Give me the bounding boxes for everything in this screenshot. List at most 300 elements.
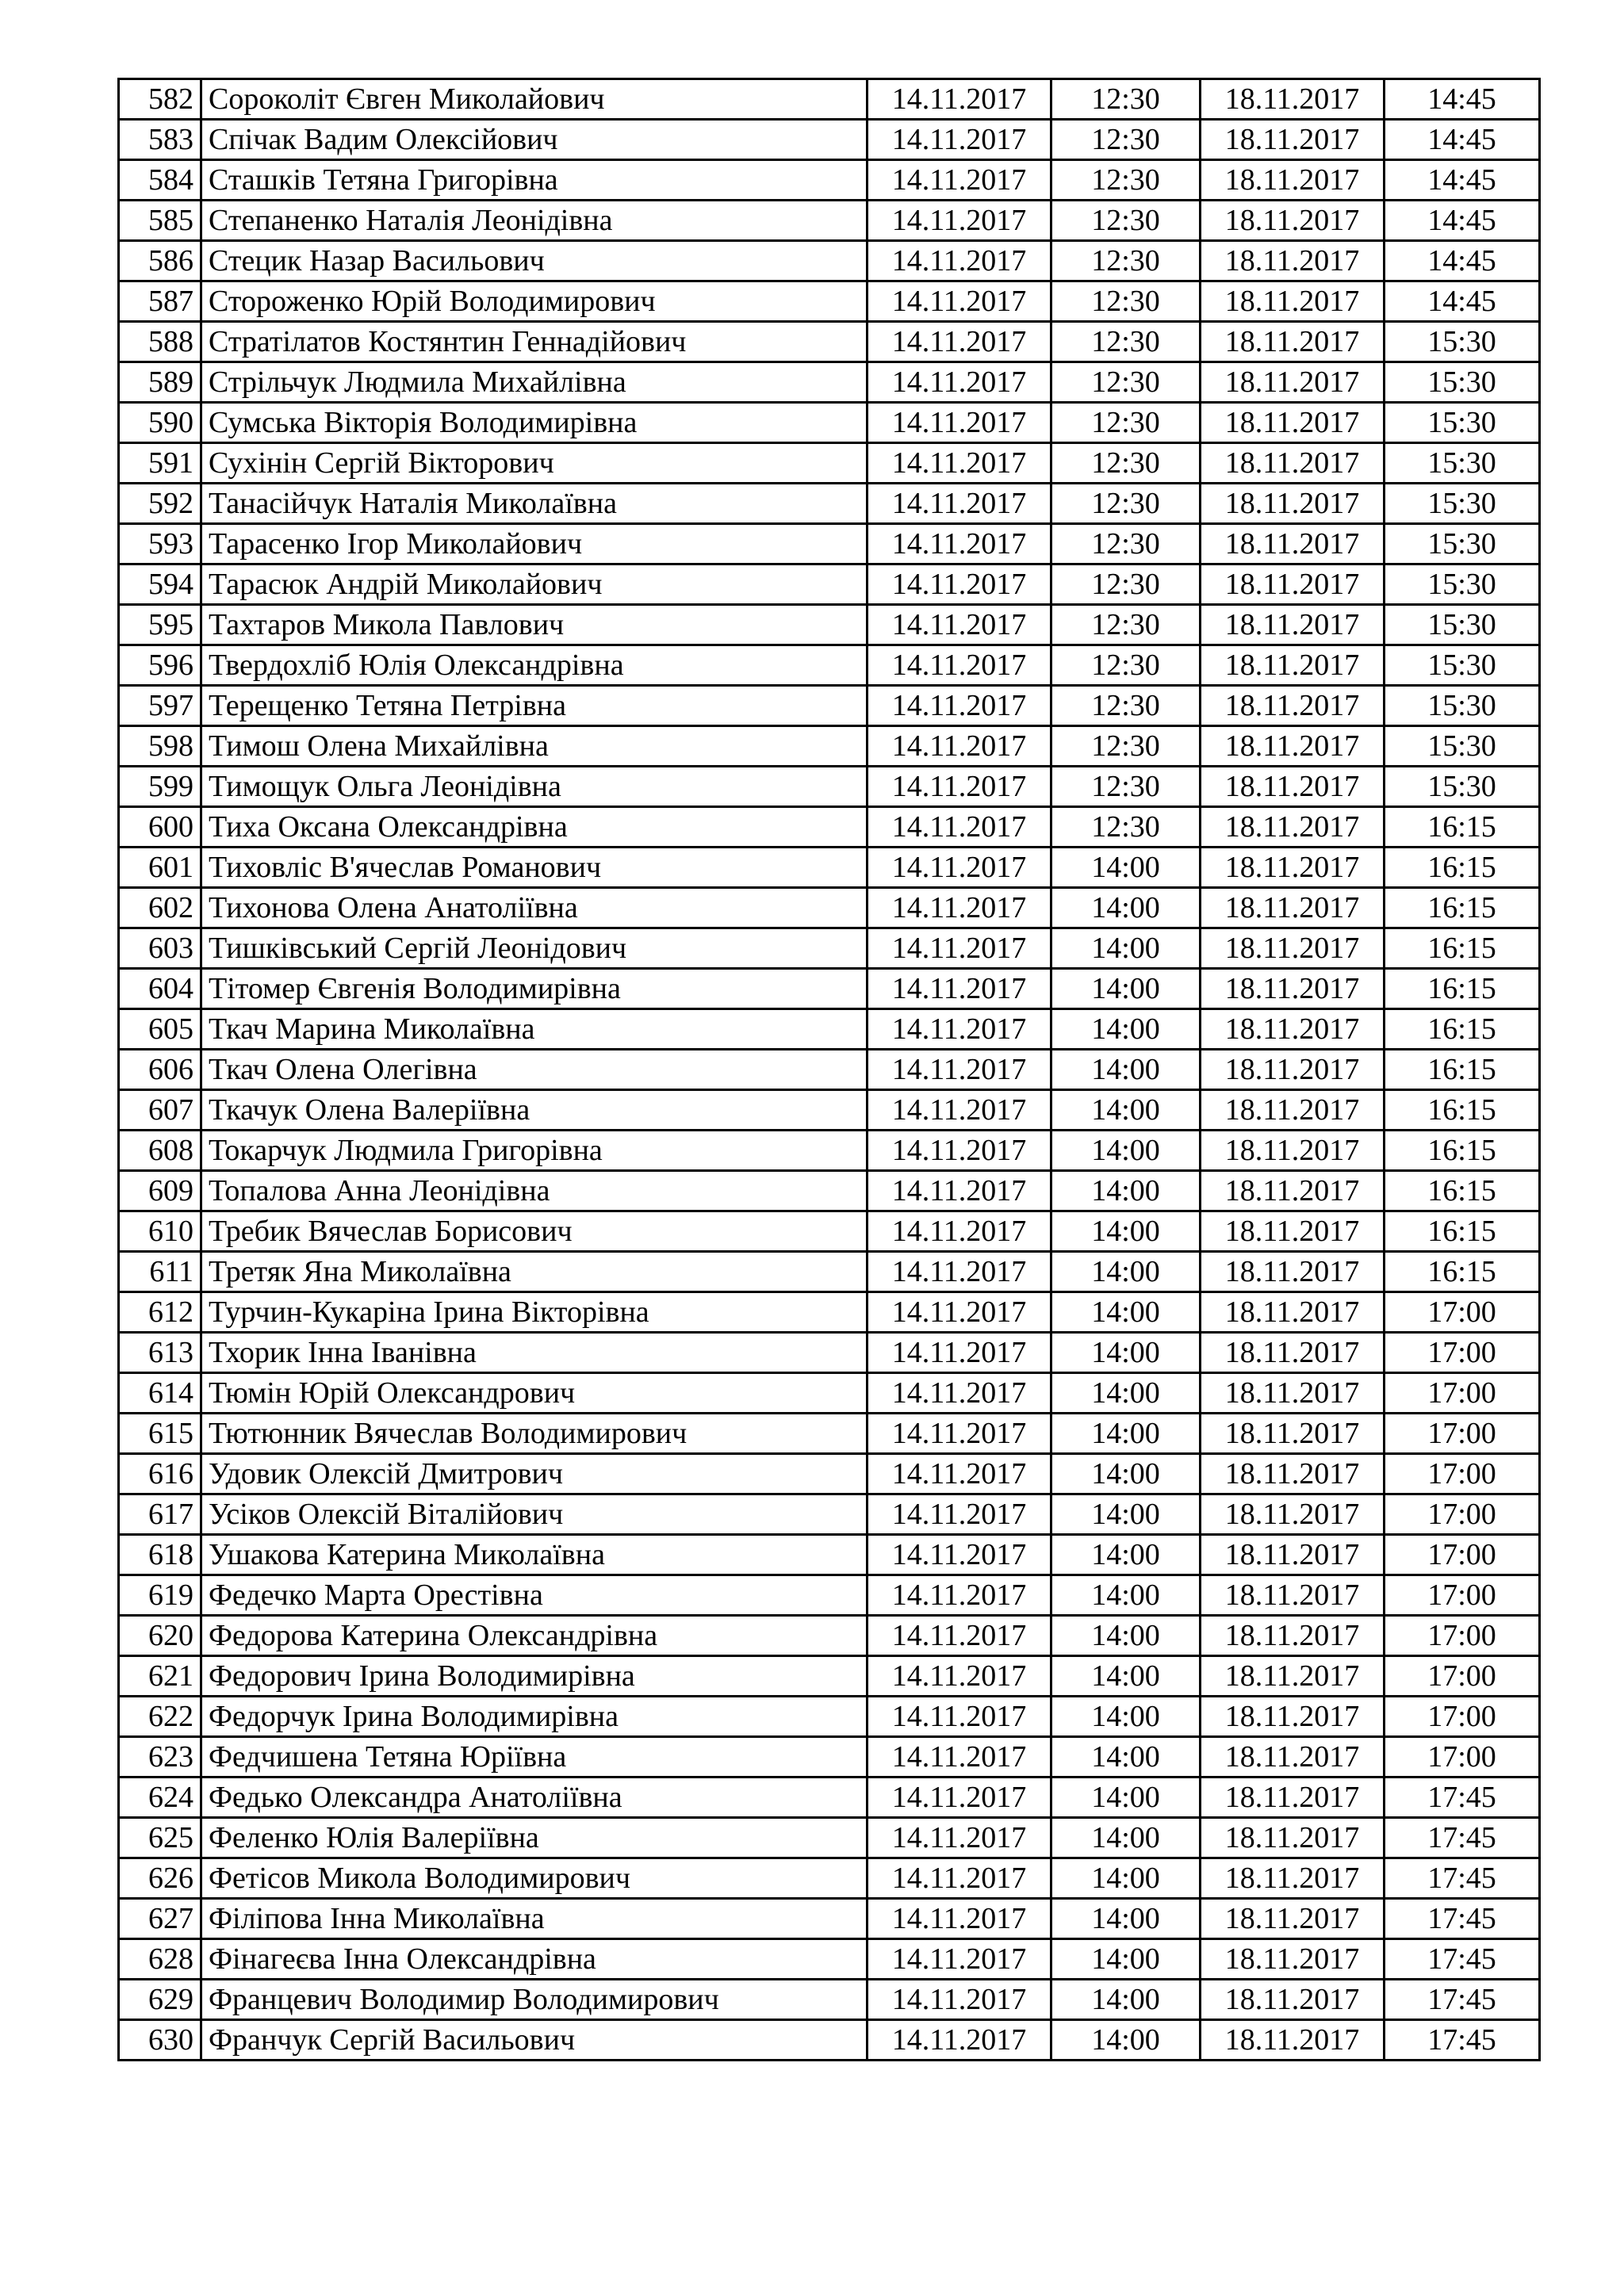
row-number-cell: 596 <box>119 645 201 686</box>
row-number-cell: 628 <box>119 1939 201 1980</box>
end-date-cell: 18.11.2017 <box>1201 1616 1385 1656</box>
start-time-cell: 12:30 <box>1051 767 1201 807</box>
row-number-cell: 602 <box>119 888 201 928</box>
row-number-cell: 627 <box>119 1899 201 1939</box>
start-date-cell: 14.11.2017 <box>868 1090 1051 1131</box>
end-time-cell: 14:45 <box>1385 120 1540 160</box>
end-date-cell: 18.11.2017 <box>1201 605 1385 645</box>
full-name-cell: Тиховліс В'ячеслав Романович <box>201 848 868 888</box>
start-date-cell: 14.11.2017 <box>868 1211 1051 1252</box>
end-time-cell: 14:45 <box>1385 281 1540 322</box>
table-row <box>119 484 1540 524</box>
start-date-cell: 14.11.2017 <box>868 605 1051 645</box>
end-time-cell: 16:15 <box>1385 1090 1540 1131</box>
end-time-cell: 17:45 <box>1385 2020 1540 2061</box>
full-name-cell: Тишківський Сергій Леонідович <box>201 928 868 969</box>
start-date-cell: 14.11.2017 <box>868 1818 1051 1858</box>
start-time-cell: 14:00 <box>1051 1616 1201 1656</box>
full-name-cell: Сороколіт Євген Миколайович <box>201 79 868 120</box>
full-name-cell: Турчин-Кукаріна Ірина Вікторівна <box>201 1292 868 1333</box>
start-time-cell: 14:00 <box>1051 1292 1201 1333</box>
full-name-cell: Федчишена Тетяна Юріївна <box>201 1737 868 1777</box>
end-time-cell: 15:30 <box>1385 362 1540 403</box>
row-number-cell: 617 <box>119 1494 201 1535</box>
start-date-cell: 14.11.2017 <box>868 1899 1051 1939</box>
end-date-cell: 18.11.2017 <box>1201 79 1385 120</box>
full-name-cell: Твердохліб Юлія Олександрівна <box>201 645 868 686</box>
full-name-cell: Францевич Володимир Володимирович <box>201 1980 868 2020</box>
table-row <box>119 403 1540 443</box>
full-name-cell: Стецик Назар Васильович <box>201 241 868 281</box>
row-number-cell: 608 <box>119 1131 201 1171</box>
end-time-cell: 17:45 <box>1385 1980 1540 2020</box>
end-date-cell: 18.11.2017 <box>1201 1373 1385 1414</box>
start-time-cell: 14:00 <box>1051 1494 1201 1535</box>
table-row <box>119 686 1540 726</box>
start-time-cell: 12:30 <box>1051 79 1201 120</box>
start-date-cell: 14.11.2017 <box>868 767 1051 807</box>
row-number-cell: 609 <box>119 1171 201 1211</box>
start-date-cell: 14.11.2017 <box>868 1333 1051 1373</box>
start-date-cell: 14.11.2017 <box>868 807 1051 848</box>
start-time-cell: 14:00 <box>1051 1818 1201 1858</box>
row-number-cell: 582 <box>119 79 201 120</box>
table-row <box>119 605 1540 645</box>
table-row <box>119 1211 1540 1252</box>
end-date-cell: 18.11.2017 <box>1201 1697 1385 1737</box>
full-name-cell: Ушакова Катерина Миколаївна <box>201 1535 868 1575</box>
full-name-cell: Федько Олександра Анатоліївна <box>201 1777 868 1818</box>
start-date-cell: 14.11.2017 <box>868 564 1051 605</box>
end-time-cell: 15:30 <box>1385 322 1540 362</box>
end-time-cell: 17:45 <box>1385 1777 1540 1818</box>
start-time-cell: 14:00 <box>1051 1009 1201 1050</box>
start-date-cell: 14.11.2017 <box>868 686 1051 726</box>
start-time-cell: 14:00 <box>1051 1697 1201 1737</box>
row-number-cell: 585 <box>119 201 201 241</box>
start-date-cell: 14.11.2017 <box>868 1050 1051 1090</box>
start-date-cell: 14.11.2017 <box>868 281 1051 322</box>
end-date-cell: 18.11.2017 <box>1201 1171 1385 1211</box>
full-name-cell: Сташків Тетяна Григорівна <box>201 160 868 201</box>
table-row <box>119 241 1540 281</box>
end-time-cell: 17:00 <box>1385 1373 1540 1414</box>
end-date-cell: 18.11.2017 <box>1201 281 1385 322</box>
start-time-cell: 12:30 <box>1051 281 1201 322</box>
full-name-cell: Терещенко Тетяна Петрівна <box>201 686 868 726</box>
table-row <box>119 807 1540 848</box>
start-date-cell: 14.11.2017 <box>868 1980 1051 2020</box>
start-time-cell: 12:30 <box>1051 686 1201 726</box>
start-date-cell: 14.11.2017 <box>868 79 1051 120</box>
table-row <box>119 1575 1540 1616</box>
row-number-cell: 607 <box>119 1090 201 1131</box>
row-number-cell: 605 <box>119 1009 201 1050</box>
table-row <box>119 1333 1540 1373</box>
end-date-cell: 18.11.2017 <box>1201 767 1385 807</box>
row-number-cell: 610 <box>119 1211 201 1252</box>
start-date-cell: 14.11.2017 <box>868 1252 1051 1292</box>
table-row <box>119 888 1540 928</box>
row-number-cell: 591 <box>119 443 201 484</box>
row-number-cell: 619 <box>119 1575 201 1616</box>
end-time-cell: 17:00 <box>1385 1575 1540 1616</box>
start-date-cell: 14.11.2017 <box>868 362 1051 403</box>
table-row <box>119 160 1540 201</box>
end-date-cell: 18.11.2017 <box>1201 686 1385 726</box>
start-time-cell: 14:00 <box>1051 1454 1201 1494</box>
start-time-cell: 14:00 <box>1051 1737 1201 1777</box>
end-time-cell: 17:00 <box>1385 1656 1540 1697</box>
table-row <box>119 1535 1540 1575</box>
start-time-cell: 12:30 <box>1051 645 1201 686</box>
full-name-cell: Фінагеєва Інна Олександрівна <box>201 1939 868 1980</box>
end-date-cell: 18.11.2017 <box>1201 1009 1385 1050</box>
end-date-cell: 18.11.2017 <box>1201 1252 1385 1292</box>
table-row <box>119 1131 1540 1171</box>
table-row <box>119 1494 1540 1535</box>
row-number-cell: 592 <box>119 484 201 524</box>
end-time-cell: 15:30 <box>1385 403 1540 443</box>
start-time-cell: 14:00 <box>1051 1171 1201 1211</box>
start-time-cell: 12:30 <box>1051 524 1201 564</box>
table-row <box>119 362 1540 403</box>
start-date-cell: 14.11.2017 <box>868 1939 1051 1980</box>
table-row <box>119 524 1540 564</box>
table-row <box>119 2020 1540 2061</box>
start-time-cell: 14:00 <box>1051 1777 1201 1818</box>
end-date-cell: 18.11.2017 <box>1201 1858 1385 1899</box>
end-date-cell: 18.11.2017 <box>1201 1575 1385 1616</box>
end-date-cell: 18.11.2017 <box>1201 443 1385 484</box>
table-row <box>119 1697 1540 1737</box>
table-row <box>119 1737 1540 1777</box>
full-name-cell: Федорчук Ірина Володимирівна <box>201 1697 868 1737</box>
end-date-cell: 18.11.2017 <box>1201 645 1385 686</box>
end-date-cell: 18.11.2017 <box>1201 1535 1385 1575</box>
full-name-cell: Фетісов Микола Володимирович <box>201 1858 868 1899</box>
start-time-cell: 12:30 <box>1051 443 1201 484</box>
start-date-cell: 14.11.2017 <box>868 1171 1051 1211</box>
end-date-cell: 18.11.2017 <box>1201 524 1385 564</box>
end-time-cell: 17:45 <box>1385 1858 1540 1899</box>
end-time-cell: 17:00 <box>1385 1697 1540 1737</box>
row-number-cell: 600 <box>119 807 201 848</box>
end-date-cell: 18.11.2017 <box>1201 241 1385 281</box>
start-time-cell: 12:30 <box>1051 564 1201 605</box>
table-row <box>119 767 1540 807</box>
full-name-cell: Тахтаров Микола Павлович <box>201 605 868 645</box>
row-number-cell: 597 <box>119 686 201 726</box>
end-date-cell: 18.11.2017 <box>1201 1211 1385 1252</box>
end-time-cell: 16:15 <box>1385 1009 1540 1050</box>
start-time-cell: 14:00 <box>1051 1899 1201 1939</box>
end-time-cell: 17:00 <box>1385 1737 1540 1777</box>
row-number-cell: 626 <box>119 1858 201 1899</box>
start-time-cell: 14:00 <box>1051 1939 1201 1980</box>
full-name-cell: Тимощук Ольга Леонідівна <box>201 767 868 807</box>
end-time-cell: 15:30 <box>1385 645 1540 686</box>
start-time-cell: 14:00 <box>1051 1858 1201 1899</box>
row-number-cell: 618 <box>119 1535 201 1575</box>
row-number-cell: 583 <box>119 120 201 160</box>
full-name-cell: Федечко Марта Орестівна <box>201 1575 868 1616</box>
full-name-cell: Требик Вячеслав Борисович <box>201 1211 868 1252</box>
start-time-cell: 14:00 <box>1051 1211 1201 1252</box>
row-number-cell: 629 <box>119 1980 201 2020</box>
row-number-cell: 620 <box>119 1616 201 1656</box>
start-time-cell: 14:00 <box>1051 1535 1201 1575</box>
table-row <box>119 443 1540 484</box>
end-time-cell: 15:30 <box>1385 605 1540 645</box>
start-time-cell: 14:00 <box>1051 928 1201 969</box>
start-time-cell: 14:00 <box>1051 1131 1201 1171</box>
start-time-cell: 12:30 <box>1051 322 1201 362</box>
end-time-cell: 14:45 <box>1385 79 1540 120</box>
table-row <box>119 1616 1540 1656</box>
end-date-cell: 18.11.2017 <box>1201 1818 1385 1858</box>
start-date-cell: 14.11.2017 <box>868 1697 1051 1737</box>
table-row <box>119 848 1540 888</box>
end-time-cell: 16:15 <box>1385 1131 1540 1171</box>
start-date-cell: 14.11.2017 <box>868 848 1051 888</box>
end-time-cell: 14:45 <box>1385 201 1540 241</box>
start-date-cell: 14.11.2017 <box>868 1575 1051 1616</box>
row-number-cell: 601 <box>119 848 201 888</box>
full-name-cell: Третяк Яна Миколаївна <box>201 1252 868 1292</box>
end-time-cell: 17:00 <box>1385 1333 1540 1373</box>
table-row <box>119 1050 1540 1090</box>
table-row <box>119 281 1540 322</box>
table-row <box>119 1373 1540 1414</box>
row-number-cell: 630 <box>119 2020 201 2061</box>
start-date-cell: 14.11.2017 <box>868 1009 1051 1050</box>
start-time-cell: 12:30 <box>1051 403 1201 443</box>
end-date-cell: 18.11.2017 <box>1201 848 1385 888</box>
end-time-cell: 15:30 <box>1385 686 1540 726</box>
end-date-cell: 18.11.2017 <box>1201 1939 1385 1980</box>
end-date-cell: 18.11.2017 <box>1201 1131 1385 1171</box>
start-time-cell: 14:00 <box>1051 1575 1201 1616</box>
start-date-cell: 14.11.2017 <box>868 928 1051 969</box>
end-date-cell: 18.11.2017 <box>1201 362 1385 403</box>
start-time-cell: 14:00 <box>1051 1414 1201 1454</box>
end-date-cell: 18.11.2017 <box>1201 928 1385 969</box>
row-number-cell: 590 <box>119 403 201 443</box>
start-time-cell: 12:30 <box>1051 201 1201 241</box>
full-name-cell: Токарчук Людмила Григорівна <box>201 1131 868 1171</box>
start-date-cell: 14.11.2017 <box>868 241 1051 281</box>
end-date-cell: 18.11.2017 <box>1201 1454 1385 1494</box>
table-row <box>119 1090 1540 1131</box>
row-number-cell: 595 <box>119 605 201 645</box>
full-name-cell: Усіков Олексій Віталійович <box>201 1494 868 1535</box>
end-time-cell: 17:00 <box>1385 1292 1540 1333</box>
end-date-cell: 18.11.2017 <box>1201 1292 1385 1333</box>
row-number-cell: 613 <box>119 1333 201 1373</box>
end-date-cell: 18.11.2017 <box>1201 969 1385 1009</box>
full-name-cell: Федорова Катерина Олександрівна <box>201 1616 868 1656</box>
row-number-cell: 598 <box>119 726 201 767</box>
table-row <box>119 645 1540 686</box>
row-number-cell: 589 <box>119 362 201 403</box>
full-name-cell: Стороженко Юрій Володимирович <box>201 281 868 322</box>
end-time-cell: 15:30 <box>1385 767 1540 807</box>
row-number-cell: 624 <box>119 1777 201 1818</box>
table-row <box>119 564 1540 605</box>
end-date-cell: 18.11.2017 <box>1201 1414 1385 1454</box>
end-time-cell: 15:30 <box>1385 726 1540 767</box>
end-date-cell: 18.11.2017 <box>1201 1737 1385 1777</box>
end-time-cell: 16:15 <box>1385 888 1540 928</box>
row-number-cell: 615 <box>119 1414 201 1454</box>
table-row <box>119 1171 1540 1211</box>
start-time-cell: 14:00 <box>1051 1656 1201 1697</box>
table-row <box>119 1414 1540 1454</box>
start-time-cell: 14:00 <box>1051 1252 1201 1292</box>
table-row <box>119 201 1540 241</box>
end-time-cell: 16:15 <box>1385 1050 1540 1090</box>
end-time-cell: 15:30 <box>1385 484 1540 524</box>
start-date-cell: 14.11.2017 <box>868 1656 1051 1697</box>
start-date-cell: 14.11.2017 <box>868 726 1051 767</box>
table-row <box>119 726 1540 767</box>
end-time-cell: 17:00 <box>1385 1414 1540 1454</box>
row-number-cell: 622 <box>119 1697 201 1737</box>
end-date-cell: 18.11.2017 <box>1201 726 1385 767</box>
row-number-cell: 599 <box>119 767 201 807</box>
start-time-cell: 12:30 <box>1051 120 1201 160</box>
row-number-cell: 587 <box>119 281 201 322</box>
end-date-cell: 18.11.2017 <box>1201 1050 1385 1090</box>
end-time-cell: 17:00 <box>1385 1494 1540 1535</box>
row-number-cell: 588 <box>119 322 201 362</box>
start-date-cell: 14.11.2017 <box>868 1373 1051 1414</box>
start-date-cell: 14.11.2017 <box>868 1292 1051 1333</box>
end-date-cell: 18.11.2017 <box>1201 888 1385 928</box>
end-time-cell: 14:45 <box>1385 160 1540 201</box>
end-date-cell: 18.11.2017 <box>1201 1899 1385 1939</box>
full-name-cell: Стрільчук Людмила Михайлівна <box>201 362 868 403</box>
start-date-cell: 14.11.2017 <box>868 443 1051 484</box>
full-name-cell: Тарасенко Ігор Миколайович <box>201 524 868 564</box>
table-row <box>119 969 1540 1009</box>
end-time-cell: 16:15 <box>1385 807 1540 848</box>
start-time-cell: 14:00 <box>1051 1980 1201 2020</box>
start-time-cell: 14:00 <box>1051 1333 1201 1373</box>
row-number-cell: 603 <box>119 928 201 969</box>
row-number-cell: 625 <box>119 1818 201 1858</box>
end-date-cell: 18.11.2017 <box>1201 322 1385 362</box>
end-date-cell: 18.11.2017 <box>1201 1090 1385 1131</box>
end-time-cell: 17:00 <box>1385 1535 1540 1575</box>
table-row <box>119 322 1540 362</box>
start-date-cell: 14.11.2017 <box>868 484 1051 524</box>
end-time-cell: 17:45 <box>1385 1939 1540 1980</box>
end-time-cell: 17:00 <box>1385 1616 1540 1656</box>
end-date-cell: 18.11.2017 <box>1201 1333 1385 1373</box>
start-time-cell: 14:00 <box>1051 969 1201 1009</box>
end-time-cell: 14:45 <box>1385 241 1540 281</box>
full-name-cell: Феленко Юлія Валеріївна <box>201 1818 868 1858</box>
full-name-cell: Ткач Олена Олегівна <box>201 1050 868 1090</box>
start-date-cell: 14.11.2017 <box>868 1777 1051 1818</box>
full-name-cell: Сумська Вікторія Володимирівна <box>201 403 868 443</box>
table-row <box>119 1292 1540 1333</box>
start-date-cell: 14.11.2017 <box>868 1494 1051 1535</box>
start-date-cell: 14.11.2017 <box>868 1535 1051 1575</box>
table-row <box>119 1454 1540 1494</box>
start-date-cell: 14.11.2017 <box>868 201 1051 241</box>
start-time-cell: 12:30 <box>1051 807 1201 848</box>
row-number-cell: 593 <box>119 524 201 564</box>
start-date-cell: 14.11.2017 <box>868 888 1051 928</box>
full-name-cell: Стратілатов Костянтин Геннадійович <box>201 322 868 362</box>
schedule-table <box>117 78 1541 2061</box>
full-name-cell: Удовик Олексій Дмитрович <box>201 1454 868 1494</box>
full-name-cell: Федорович Ірина Володимирівна <box>201 1656 868 1697</box>
full-name-cell: Танасійчук Наталія Миколаївна <box>201 484 868 524</box>
schedule-table-body <box>119 79 1540 2061</box>
start-time-cell: 14:00 <box>1051 1373 1201 1414</box>
start-time-cell: 12:30 <box>1051 726 1201 767</box>
table-row <box>119 79 1540 120</box>
table-row <box>119 1939 1540 1980</box>
table-row <box>119 1252 1540 1292</box>
start-time-cell: 12:30 <box>1051 484 1201 524</box>
table-row <box>119 928 1540 969</box>
row-number-cell: 623 <box>119 1737 201 1777</box>
table-row <box>119 1777 1540 1818</box>
end-time-cell: 16:15 <box>1385 928 1540 969</box>
end-date-cell: 18.11.2017 <box>1201 564 1385 605</box>
end-time-cell: 16:15 <box>1385 1252 1540 1292</box>
full-name-cell: Топалова Анна Леонідівна <box>201 1171 868 1211</box>
row-number-cell: 606 <box>119 1050 201 1090</box>
full-name-cell: Тихонова Олена Анатоліївна <box>201 888 868 928</box>
full-name-cell: Тарасюк Андрій Миколайович <box>201 564 868 605</box>
start-date-cell: 14.11.2017 <box>868 1858 1051 1899</box>
table-row <box>119 1899 1540 1939</box>
row-number-cell: 611 <box>119 1252 201 1292</box>
start-date-cell: 14.11.2017 <box>868 2020 1051 2061</box>
row-number-cell: 621 <box>119 1656 201 1697</box>
start-date-cell: 14.11.2017 <box>868 1616 1051 1656</box>
end-time-cell: 15:30 <box>1385 524 1540 564</box>
end-time-cell: 15:30 <box>1385 564 1540 605</box>
row-number-cell: 594 <box>119 564 201 605</box>
table-row <box>119 1980 1540 2020</box>
row-number-cell: 586 <box>119 241 201 281</box>
start-time-cell: 12:30 <box>1051 362 1201 403</box>
full-name-cell: Тиха Оксана Олександрівна <box>201 807 868 848</box>
end-date-cell: 18.11.2017 <box>1201 484 1385 524</box>
table-row <box>119 120 1540 160</box>
full-name-cell: Франчук Сергій Васильович <box>201 2020 868 2061</box>
start-time-cell: 14:00 <box>1051 1050 1201 1090</box>
full-name-cell: Філіпова Інна Миколаївна <box>201 1899 868 1939</box>
full-name-cell: Сухінін Сергій Вікторович <box>201 443 868 484</box>
end-time-cell: 16:15 <box>1385 1171 1540 1211</box>
end-time-cell: 17:45 <box>1385 1899 1540 1939</box>
full-name-cell: Тюмін Юрій Олександрович <box>201 1373 868 1414</box>
row-number-cell: 584 <box>119 160 201 201</box>
end-date-cell: 18.11.2017 <box>1201 160 1385 201</box>
full-name-cell: Ткачук Олена Валеріївна <box>201 1090 868 1131</box>
start-time-cell: 14:00 <box>1051 848 1201 888</box>
full-name-cell: Спічак Вадим Олексійович <box>201 120 868 160</box>
start-time-cell: 12:30 <box>1051 160 1201 201</box>
